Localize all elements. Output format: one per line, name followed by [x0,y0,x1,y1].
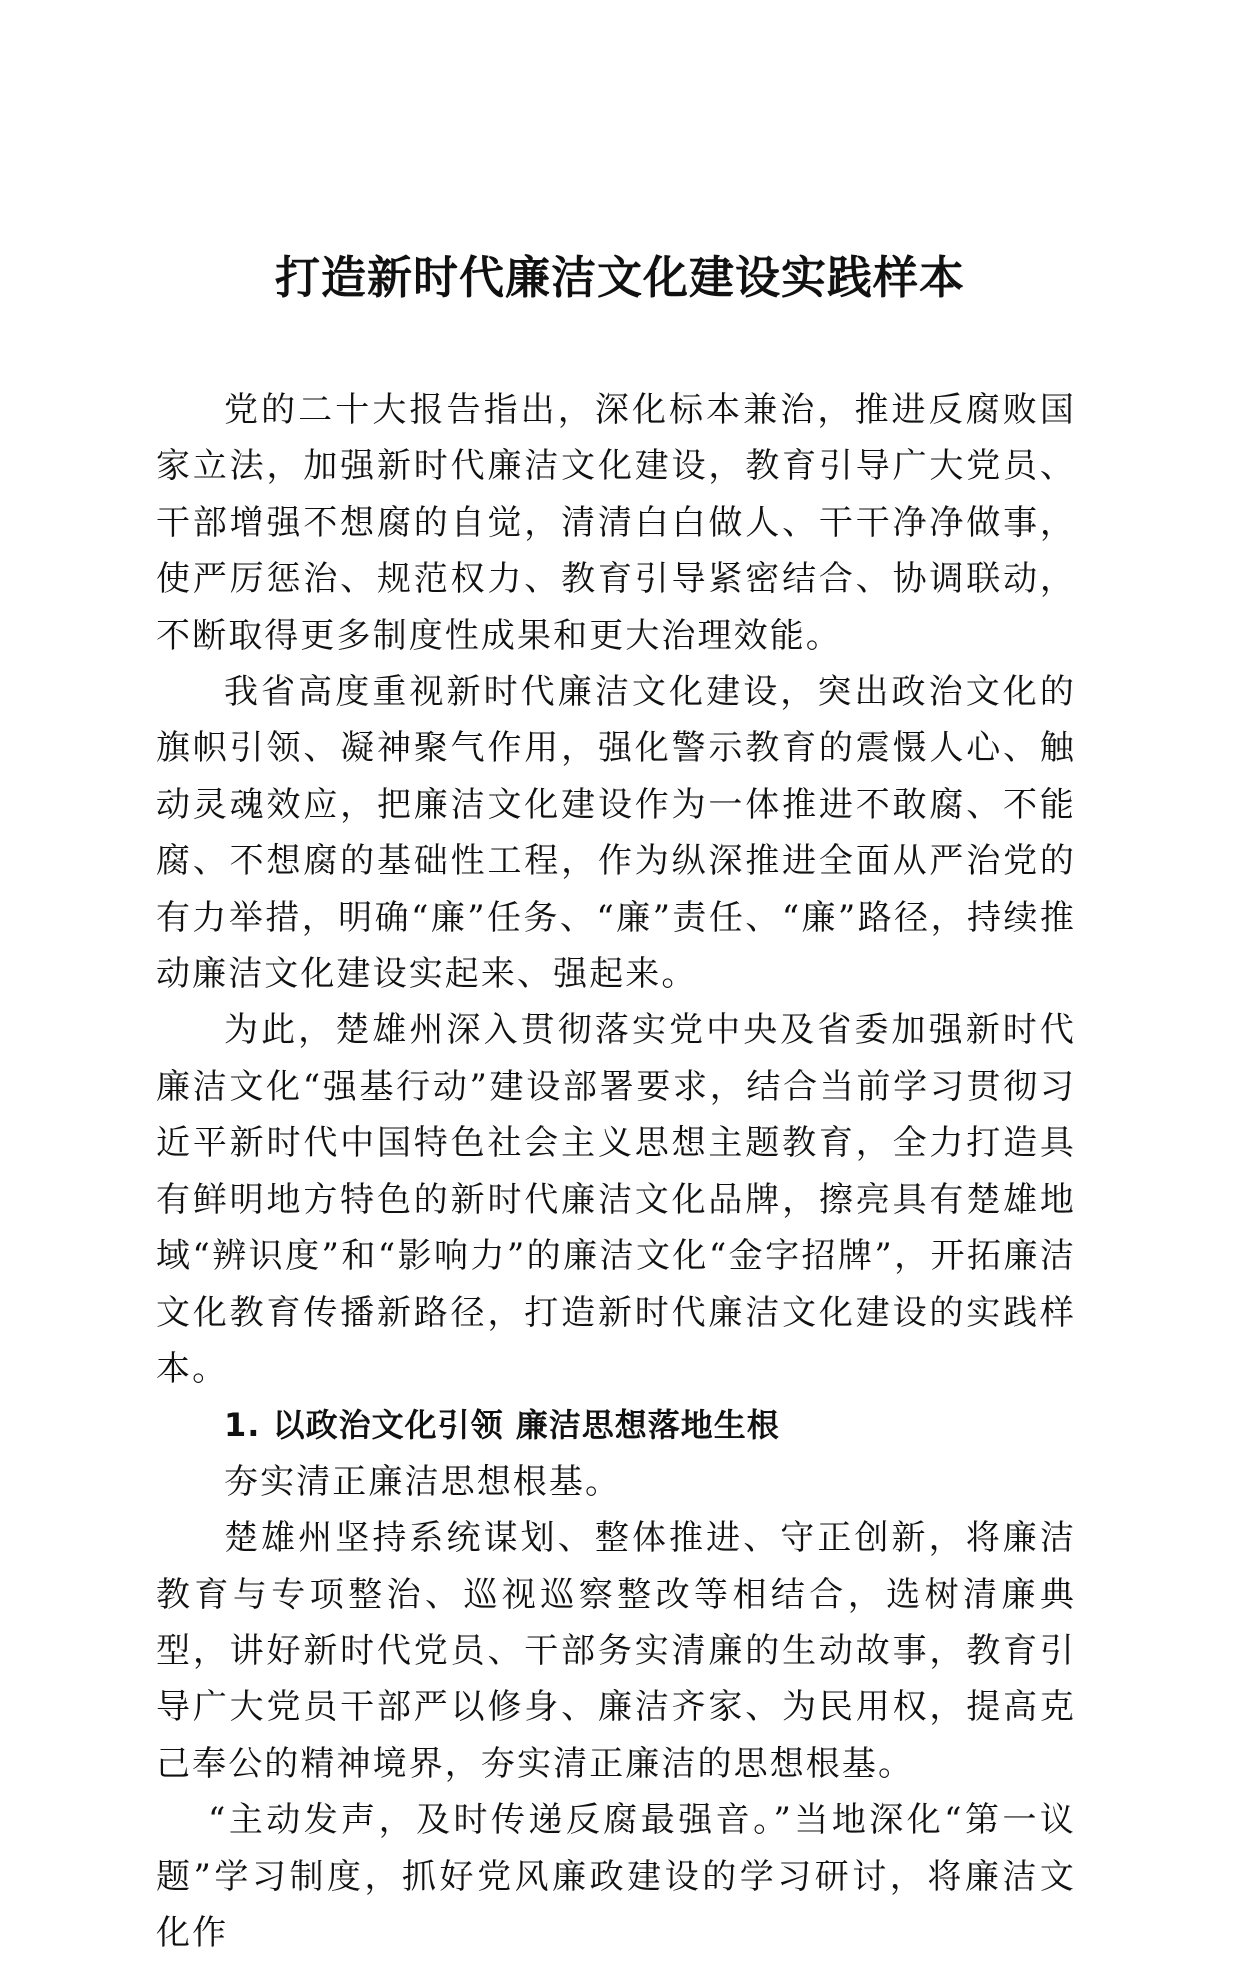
section-heading: 1. 以政治文化引领 廉洁思想落地生根 [224,1406,780,1445]
paragraph-province: 我省高度重视新时代廉洁文化建设，突出政治文化的旗帜引领、凝神聚气作用，强化警示教育的震慑人心、触动灵魂效应，把廉洁文化建设作为一体推进不敢腐、不能腐、不想腐的基础性工程，作为纵深推进全面从严治党的有力举措，明确“廉”任务、“廉”责任、“廉”路径，持续推动廉洁文化建设实起来、强起来。 [156,672,1076,995]
paragraph-intro: 党的二十大报告指出，深化标本兼治，推进反腐败国家立法，加强新时代廉洁文化建设，教育引导广大党员、干部增强不想腐的自觉，清清白白做人、干干净净做事，使严厉惩治、规范权力、教育引导紧密结合、协调联动，不断取得更多制度性成果和更大治理效能。 [156,390,1076,656]
paragraph-chuxiong: 为此，楚雄州深入贯彻落实党中央及省委加强新时代廉洁文化“强基行动”建设部署要求，结合当前学习贯彻习近平新时代中国特色社会主义思想主题教育，全力打造具有鲜明地方特色的新时代廉洁文化品牌，擦亮具有楚雄地域“辨识度”和“影响力”的廉洁文化“金字招牌”，开拓廉洁文化教育传播新路径，打造新时代廉洁文化建设的实践样本。 [156,1010,1076,1389]
paragraph-section-lead: 夯实清正廉洁思想根基。 [224,1461,622,1502]
paragraph-section-quote: “主动发声，及时传递反腐最强音。”当地深化“第一议题”学习制度，抓好党风廉政建设的学习研讨，将廉洁文化作 [156,1800,1076,1953]
paragraph-section-body: 楚雄州坚持系统谋划、整体推进、守正创新，将廉洁教育与专项整治、巡视巡察整改等相结合，选树清廉典型，讲好新时代党员、干部务实清廉的生动故事，教育引导广大党员干部严以修身、廉洁齐家、为民用权，提高克己奉公的精神境界，夯实清正廉洁的思想根基。 [156,1518,1076,1784]
document-title: 打造新时代廉洁文化建设实践样本 [274,251,965,304]
document-body [156,382,1076,1961]
